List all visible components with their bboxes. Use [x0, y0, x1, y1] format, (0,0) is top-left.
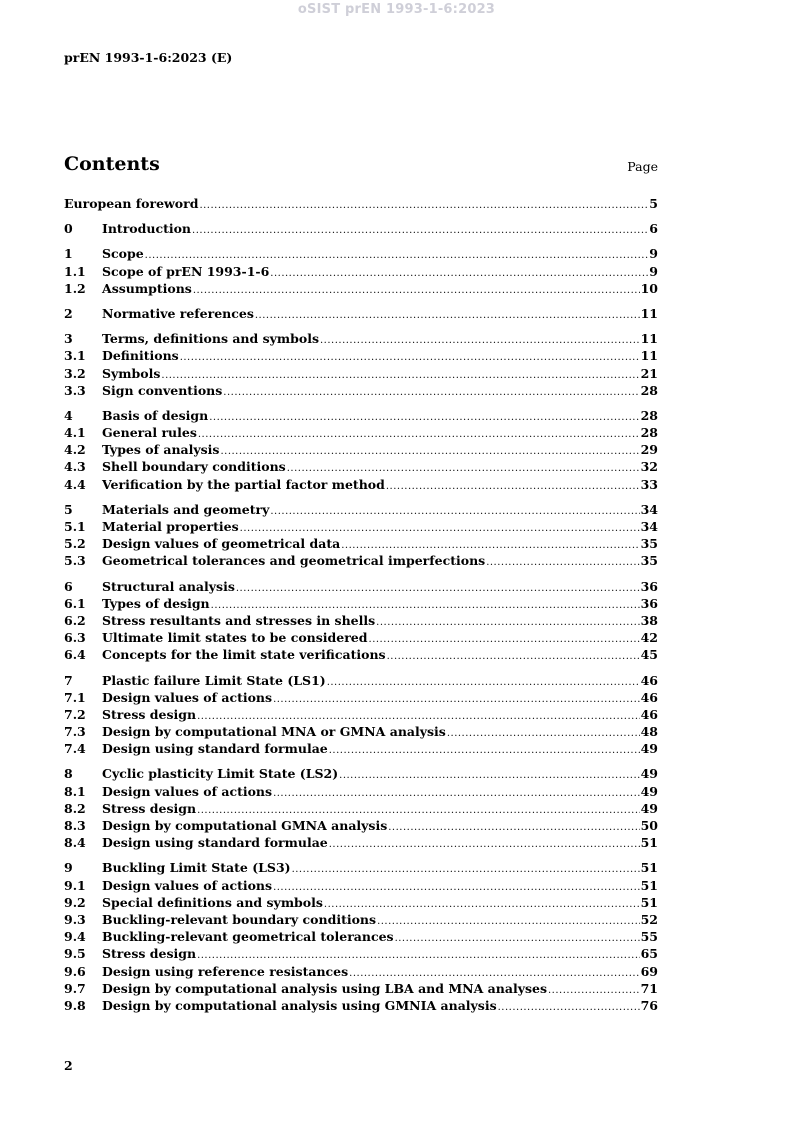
contents-heading: Contents [64, 153, 160, 175]
toc-entry[interactable] [64, 766, 658, 783]
toc-entry[interactable] [64, 630, 658, 647]
toc-entry-page: 46 [640, 689, 658, 705]
toc-entry[interactable] [64, 673, 658, 690]
toc-entry[interactable] [64, 741, 658, 758]
toc-entry[interactable] [64, 331, 658, 348]
toc-entry-title: Geometrical tolerances and geometrical imperfections [102, 553, 486, 569]
toc-dot-leader [329, 745, 640, 756]
toc-entry-number: 4.3 [64, 459, 86, 475]
toc-entry-page: 9 [649, 263, 658, 279]
toc-dot-leader [324, 899, 640, 910]
toc-entry[interactable] [64, 264, 658, 281]
toc-entry-page: 51 [640, 860, 658, 876]
toc-entry-page: 33 [640, 476, 658, 492]
toc-section [64, 306, 658, 323]
toc-entry[interactable] [64, 613, 658, 630]
toc-entry-number: 9.3 [64, 911, 86, 927]
toc-dot-leader [220, 446, 639, 457]
toc-entry-page: 51 [640, 877, 658, 893]
toc-entry-title: Scope [102, 246, 144, 262]
toc-entry-number: 4.1 [64, 425, 86, 441]
toc-entry[interactable] [64, 519, 658, 536]
toc-entry-title: Buckling Limit State (LS3) [102, 860, 291, 876]
toc-entry-number: 8.4 [64, 835, 86, 851]
toc-entry[interactable] [64, 784, 658, 801]
toc-entry[interactable] [64, 281, 658, 298]
toc-entry-title: Basis of design [102, 407, 209, 423]
toc-entry[interactable] [64, 895, 658, 912]
toc-entry[interactable] [64, 502, 658, 519]
toc-entry[interactable] [64, 425, 658, 442]
toc-entry-number: 6.1 [64, 595, 86, 611]
toc-entry[interactable] [64, 929, 658, 946]
toc-entry[interactable] [64, 690, 658, 707]
toc-entry-page: 11 [640, 348, 658, 364]
toc-entry-number: 7.2 [64, 706, 86, 722]
toc-entry-page: 28 [640, 407, 658, 423]
toc-entry-number: 9.6 [64, 963, 86, 979]
toc-entry[interactable] [64, 998, 658, 1015]
toc-entry-page: 71 [640, 980, 658, 996]
toc-entry-number: 9.2 [64, 894, 86, 910]
toc-dot-leader [273, 694, 640, 705]
toc-dot-leader [199, 200, 648, 211]
toc-entry[interactable] [64, 707, 658, 724]
toc-entry[interactable] [64, 801, 658, 818]
toc-entry-title: Terms, definitions and symbols [102, 331, 319, 347]
toc-entry-number: 4 [64, 407, 73, 423]
toc-dot-leader [240, 523, 640, 534]
toc-entry-title: Types of analysis [102, 442, 220, 458]
toc-entry-title: Cyclic plasticity Limit State (LS2) [102, 766, 339, 782]
toc-entry-title: Design by computational GMNA analysis [102, 818, 388, 833]
toc-entry-number: 9.5 [64, 946, 86, 962]
toc-entry-number: 8.3 [64, 818, 86, 833]
toc-entry[interactable] [64, 724, 658, 741]
toc-entry-number: 6.3 [64, 630, 86, 646]
toc-entry-number: 4.2 [64, 442, 86, 458]
toc-entry-page: 36 [640, 578, 658, 594]
toc-dot-leader [376, 617, 639, 628]
toc-entry-title: Design values of actions [102, 689, 273, 705]
toc-dot-leader [145, 250, 649, 261]
toc-entry[interactable] [64, 536, 658, 553]
toc-entry[interactable] [64, 981, 658, 998]
toc-entry[interactable] [64, 366, 658, 383]
toc-dot-leader [339, 770, 639, 781]
toc-entry-title: Design values of geometrical data [102, 536, 341, 552]
toc-entry-title: Scope of prEN 1993-1-6 [102, 263, 270, 279]
toc-dot-leader [236, 583, 640, 594]
toc-entry-page: 29 [640, 442, 658, 458]
toc-entry-number: 9.1 [64, 877, 86, 893]
toc-entry-page: 10 [640, 280, 658, 296]
toc-entry[interactable] [64, 579, 658, 596]
toc-entry-number: 8.2 [64, 800, 86, 816]
toc-entry-title: Stress design [102, 946, 197, 962]
toc-entry-page: 38 [640, 612, 658, 628]
toc-entry-number: 9.8 [64, 997, 86, 1013]
toc-entry-number: 5 [64, 501, 73, 517]
toc-dot-leader [273, 788, 640, 799]
toc-dot-leader [287, 463, 640, 474]
toc-entry-title: Types of design [102, 595, 210, 611]
toc-entry[interactable] [64, 835, 658, 852]
toc-dot-leader [386, 481, 640, 492]
toc-entry-page: 65 [640, 946, 658, 962]
toc-section [64, 246, 658, 298]
toc-entry[interactable] [64, 383, 658, 400]
toc-entry-page: 21 [640, 365, 658, 381]
toc-entry-title: Assumptions [102, 280, 192, 296]
toc-dot-leader [223, 387, 639, 398]
toc-dot-leader [292, 864, 640, 875]
toc-entry-number: 1 [64, 246, 73, 262]
toc-dot-leader [161, 370, 639, 381]
toc-entry-title: Design using standard formulae [102, 741, 328, 757]
toc-section [64, 860, 658, 1015]
toc-entry-number: 3.1 [64, 348, 86, 364]
toc-entry-title: Plastic failure Limit State (LS1) [102, 672, 326, 688]
toc-dot-leader [320, 335, 640, 346]
toc-entry-page: 51 [640, 894, 658, 910]
page-number: 2 [64, 1058, 73, 1073]
toc-entry[interactable] [64, 477, 658, 494]
page-column-label: Page [627, 159, 658, 174]
toc-entry-title: Design by computational analysis using LBA and MNA analyses [102, 980, 547, 996]
toc-entry-page: 6 [649, 221, 658, 237]
toc-entry-title: Stress design [102, 706, 197, 722]
toc-entry-title: Verification by the partial factor method [102, 476, 385, 492]
toc-entry-number: 8 [64, 766, 73, 782]
toc-section [64, 502, 658, 571]
toc-entry-title: Introduction [102, 221, 192, 237]
toc-entry-page: 35 [640, 536, 658, 552]
toc-entry-page: 11 [640, 305, 658, 321]
toc-dot-leader [211, 600, 640, 611]
toc-entry-page: 5 [649, 196, 658, 211]
toc-entry-number: 5.3 [64, 553, 86, 569]
toc-entry-number: 6.2 [64, 612, 86, 628]
toc-entry-number: 9 [64, 860, 73, 876]
toc-section [64, 196, 658, 213]
toc-entry-number: 1.2 [64, 280, 86, 296]
toc-entry-page: 28 [640, 425, 658, 441]
toc-entry-page: 32 [640, 459, 658, 475]
toc-entry-page: 45 [640, 647, 658, 663]
toc-dot-leader [198, 429, 640, 440]
toc-entry[interactable] [64, 860, 658, 877]
toc-entry-page: 49 [640, 741, 658, 757]
toc-entry-number: 7 [64, 672, 73, 688]
toc-entry-number: 5.2 [64, 536, 86, 552]
toc-dot-leader [209, 412, 639, 423]
toc-entry[interactable] [64, 348, 658, 365]
toc-dot-leader [270, 506, 639, 517]
toc-entry[interactable] [64, 246, 658, 263]
toc-entry-page: 28 [640, 382, 658, 398]
toc-entry[interactable] [64, 408, 658, 425]
toc-entry-page: 36 [640, 595, 658, 611]
toc-entry-title: Stress resultants and stresses in shells [102, 612, 376, 628]
toc-dot-leader [197, 950, 640, 961]
toc-entry-title: Shell boundary conditions [102, 459, 286, 475]
toc-dot-leader [395, 933, 640, 944]
toc-entry[interactable] [64, 647, 658, 664]
toc-entry[interactable] [64, 964, 658, 981]
document-header: prEN 1993-1-6:2023 (E) [64, 50, 233, 65]
toc-entry-title: Design values of actions [102, 783, 273, 799]
toc-entry[interactable] [64, 221, 658, 238]
toc-entry-title: Structural analysis [102, 578, 235, 594]
toc-entry[interactable] [64, 306, 658, 323]
toc-entry-page: 49 [640, 783, 658, 799]
toc-dot-leader [270, 268, 648, 279]
toc-entry-number: 7.1 [64, 689, 86, 705]
toc-entry[interactable] [64, 442, 658, 459]
toc-entry-title: Ultimate limit states to be considered [102, 630, 368, 646]
toc-entry-page: 49 [640, 766, 658, 782]
toc-entry-number: 6 [64, 578, 73, 594]
toc-entry-number: 7.3 [64, 724, 86, 740]
toc-dot-leader [387, 651, 640, 662]
toc-entry-number: 1.1 [64, 263, 86, 279]
toc-section [64, 408, 658, 494]
toc-entry-title: Normative references [102, 305, 254, 321]
toc-section [64, 331, 658, 400]
toc-entry-number: 9.7 [64, 980, 86, 996]
toc-entry-number: 3 [64, 331, 73, 347]
toc-entry-page: 50 [640, 818, 658, 833]
toc-entry-page: 46 [640, 706, 658, 722]
toc-entry-title: Design by computational analysis using GMNIA analysis [102, 997, 497, 1013]
toc-entry-title: Stress design [102, 800, 197, 816]
toc-entry-page: 9 [649, 246, 658, 262]
toc-entry-title: Special definitions and symbols [102, 894, 323, 910]
toc-entry-page: 69 [640, 963, 658, 979]
toc-entry-title: Symbols [102, 365, 161, 381]
toc-dot-leader [197, 805, 640, 816]
toc-entry-title: Design by computational MNA or GMNA analysis [102, 724, 446, 740]
toc-dot-leader [498, 1002, 640, 1013]
toc-entry-title: General rules [102, 425, 197, 441]
toc-entry-page: 52 [640, 911, 658, 927]
toc-entry[interactable] [64, 946, 658, 963]
toc-entry[interactable] [64, 459, 658, 476]
toc-entry-number: 5.1 [64, 519, 86, 534]
toc-entry-number: 0 [64, 221, 73, 237]
toc-entry[interactable] [64, 818, 658, 835]
toc-entry-page: 34 [640, 519, 658, 534]
toc-dot-leader [388, 822, 639, 833]
toc-entry-title: Design using standard formulae [102, 835, 328, 851]
toc-dot-leader [369, 634, 640, 645]
watermark: oSIST prEN 1993-1-6:2023 [297, 2, 496, 17]
toc-entry-title: Sign conventions [102, 382, 223, 398]
toc-entry-number: 3.3 [64, 382, 86, 398]
toc-entry-page: 35 [640, 553, 658, 569]
toc-dot-leader [193, 285, 640, 296]
toc-entry-page: 49 [640, 800, 658, 816]
table-of-contents [64, 196, 658, 1023]
toc-entry-page: 11 [640, 331, 658, 347]
toc-dot-leader [548, 985, 640, 996]
toc-section [64, 673, 658, 759]
toc-dot-leader [192, 225, 648, 236]
toc-entry-page: 42 [640, 630, 658, 646]
toc-entry-page: 76 [640, 997, 658, 1013]
toc-section [64, 579, 658, 665]
toc-dot-leader [180, 352, 640, 363]
toc-entry-number: 4.4 [64, 476, 86, 492]
toc-entry-page: 46 [640, 672, 658, 688]
toc-entry-title: Material properties [102, 519, 239, 534]
toc-dot-leader [341, 540, 639, 551]
toc-entry[interactable] [64, 596, 658, 613]
toc-entry-title: Buckling-relevant boundary conditions [102, 911, 377, 927]
toc-entry-page: 51 [640, 835, 658, 851]
toc-dot-leader [273, 882, 640, 893]
toc-entry[interactable] [64, 553, 658, 570]
toc-section [64, 221, 658, 238]
toc-entry[interactable] [64, 878, 658, 895]
toc-entry-title: Concepts for the limit state verifications [102, 647, 386, 663]
toc-entry-number: 2 [64, 305, 73, 321]
toc-entry-number: 3.2 [64, 365, 86, 381]
toc-entry-page: 55 [640, 929, 658, 945]
toc-dot-leader [486, 557, 639, 568]
toc-dot-leader [197, 711, 640, 722]
toc-entry-number: 9.4 [64, 929, 86, 945]
toc-entry-number: 7.4 [64, 741, 86, 757]
toc-entry-title: Definitions [102, 348, 179, 364]
toc-dot-leader [327, 677, 640, 688]
toc-entry-number: 8.1 [64, 783, 86, 799]
toc-section [64, 766, 658, 852]
toc-entry-title: Materials and geometry [102, 501, 270, 517]
toc-entry-title: Design values of actions [102, 877, 273, 893]
toc-entry-number: 6.4 [64, 647, 86, 663]
toc-entry-page: 34 [640, 501, 658, 517]
toc-dot-leader [349, 968, 639, 979]
toc-entry[interactable] [64, 912, 658, 929]
toc-entry-title: Buckling-relevant geometrical tolerances [102, 929, 394, 945]
toc-dot-leader [447, 728, 640, 739]
toc-entry-title: Design using reference resistances [102, 963, 349, 979]
toc-dot-leader [377, 916, 640, 927]
toc-dot-leader [329, 839, 640, 850]
toc-entry-page: 48 [640, 724, 658, 740]
toc-entry[interactable] [64, 196, 658, 213]
toc-entry-title: European foreword [64, 196, 199, 211]
toc-dot-leader [255, 310, 640, 321]
